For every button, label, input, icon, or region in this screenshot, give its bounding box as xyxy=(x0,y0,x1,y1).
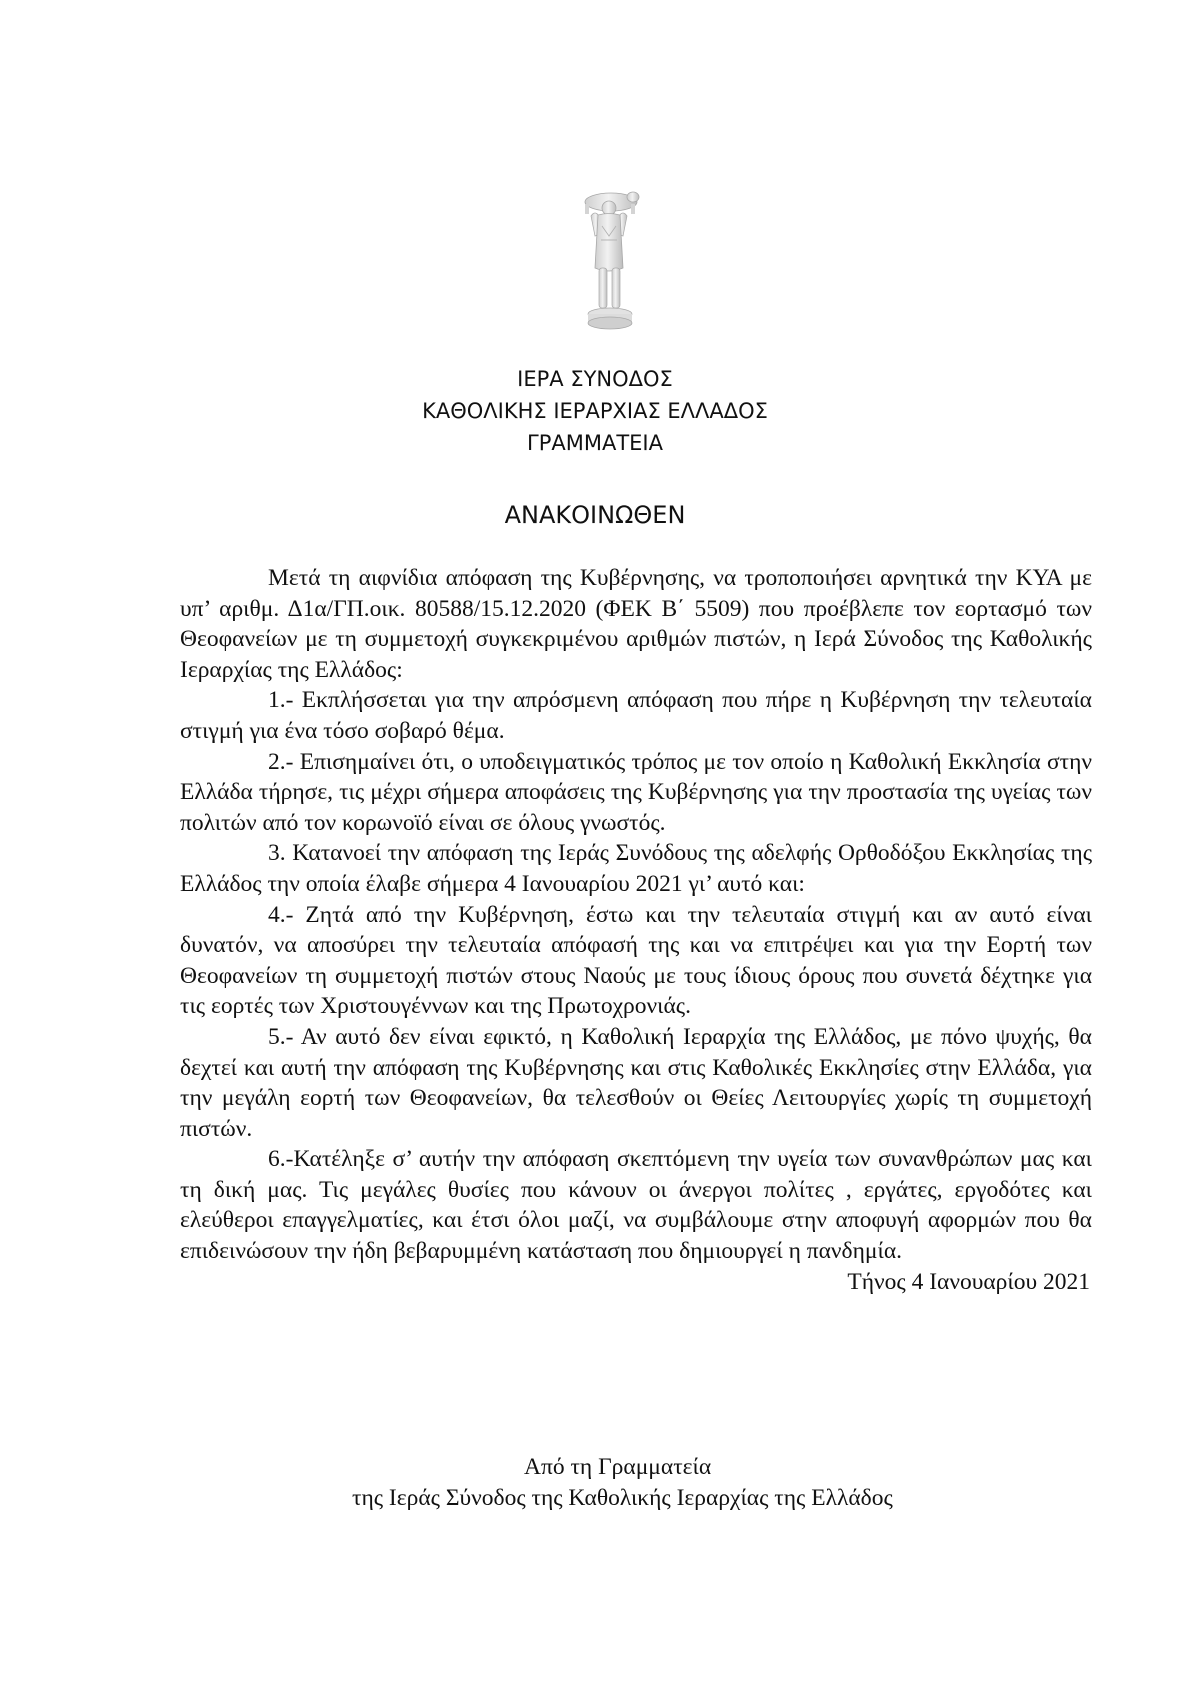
letterhead xyxy=(0,363,1190,459)
point-6-paragraph: 6.-Κατέληξε σ’ αυτήν την απόφαση σκεπτόμενη την υγεία των συνανθρώπων μας και τη δική μας. Τις μεγάλες θυσίες που κάνουν οι άνεργοι πολίτες , εργάτες, εργοδότες και ελεύθεροι επαγγελματίες, και έτσι όλοι μαζί, να συμβάλουμε στην αποφυγή αφορμών που θα επιδεινώσουν την ήδη βεβαρυμμένη κατάσταση που δημιουργεί η πανδημία. xyxy=(180,1146,1092,1265)
signoff-line-2: της Ιεράς Σύνοδος της Καθολικής Ιεραρχίας της Ελλάδος xyxy=(352,1485,893,1511)
intro-paragraph: Μετά τη αιφνίδια απόφαση της Κυβέρνησης, να τροποποιήσει αρνητικά την ΚΥΑ με υπ’ αριθμ. Δ1α/ΓΠ.οικ. 80588/15.12.2020 (ΦΕΚ Β΄ 5509) που προέβλεπε τον εορτασμό των Θεοφανείων με τη συμμετοχή συγκεκριμένου αριθμών πιστών, η Ιερά Σύνοδος της Καθολικής Ιεραρχίας της Ελλάδος: xyxy=(180,565,1092,683)
good-shepherd-statue-icon xyxy=(571,182,651,332)
point-5-paragraph: 5.- Αν αυτό δεν είναι εφικτό, η Καθολική Ιεραρχία της Ελλάδος, με πόνο ψυχής, θα δεχτεί και αυτή την απόφαση της Κυβέρνησης και στις Καθολικές Εκκλησίες στην Ελλάδα, για την μεγάλη εορτή των Θεοφανείων, θα τελεσθούν οι Θείες Λειτουργίες χωρίς τη συμμετοχή πιστών. xyxy=(180,1023,1092,1142)
letterhead-line-hierarchy: ΚΑΘΟΛΙΚΗΣ ΙΕΡΑΡΧΙΑΣ ΕΛΛΑΔΟΣ xyxy=(422,399,768,423)
signoff-line-1: Από τη Γραμματεία xyxy=(524,1454,712,1480)
point-2-paragraph: 2.- Επισημαίνει ότι, ο υποδειγματικός τρόπος με τον οποίο η Καθολική Εκκλησία στην Ελλάδα τήρησε, τις μέχρι σήμερα αποφάσεις της Κυβέρνησης για την προστασία της υγείας των πολιτών από τον κορωνοϊό είναι σε όλους γνωστός. xyxy=(180,748,1092,836)
point-1-paragraph: 1.- Εκπλήσσεται για την απρόσμενη απόφαση που πήρε η Κυβέρνηση την τελευταία στιγμή για ένα τόσο σοβαρό θέμα. xyxy=(180,687,1092,744)
letterhead-line-secretariat: ΓΡΑΜΜΑΤΕΙΑ xyxy=(527,431,663,455)
letterhead-line-synod: ΙΕΡΑ ΣΥΝΟΔΟΣ xyxy=(517,367,673,391)
document-body xyxy=(180,563,1092,1297)
document-title: ΑΝΑΚΟΙΝΩΘΕΝ xyxy=(504,501,686,529)
point-4-paragraph: 4.- Ζητά από την Κυβέρνηση, έστω και την τελευταία στιγμή και αν αυτό είναι δυνατόν, να αποσύρει την τελευταία απόφασή της και να επιτρέψει και για την Εορτή των Θεοφανείων τη συμμετοχή πιστών στους Ναούς με τους ίδιους όρους που συνετά δέχτηκε για τις εορτές των Χριστουγέννων και της Πρωτοχρονιάς. xyxy=(180,901,1092,1020)
place-date: Τήνος 4 Ιανουαρίου 2021 xyxy=(847,1268,1090,1295)
point-3-paragraph: 3. Κατανοεί την απόφαση της Ιεράς Συνόδους της αδελφής Ορθοδόξου Εκκλησίας της Ελλάδος την οποία έλαβε σήμερα 4 Ιανουαρίου 2021 γι’ αυτό και: xyxy=(180,840,1092,897)
